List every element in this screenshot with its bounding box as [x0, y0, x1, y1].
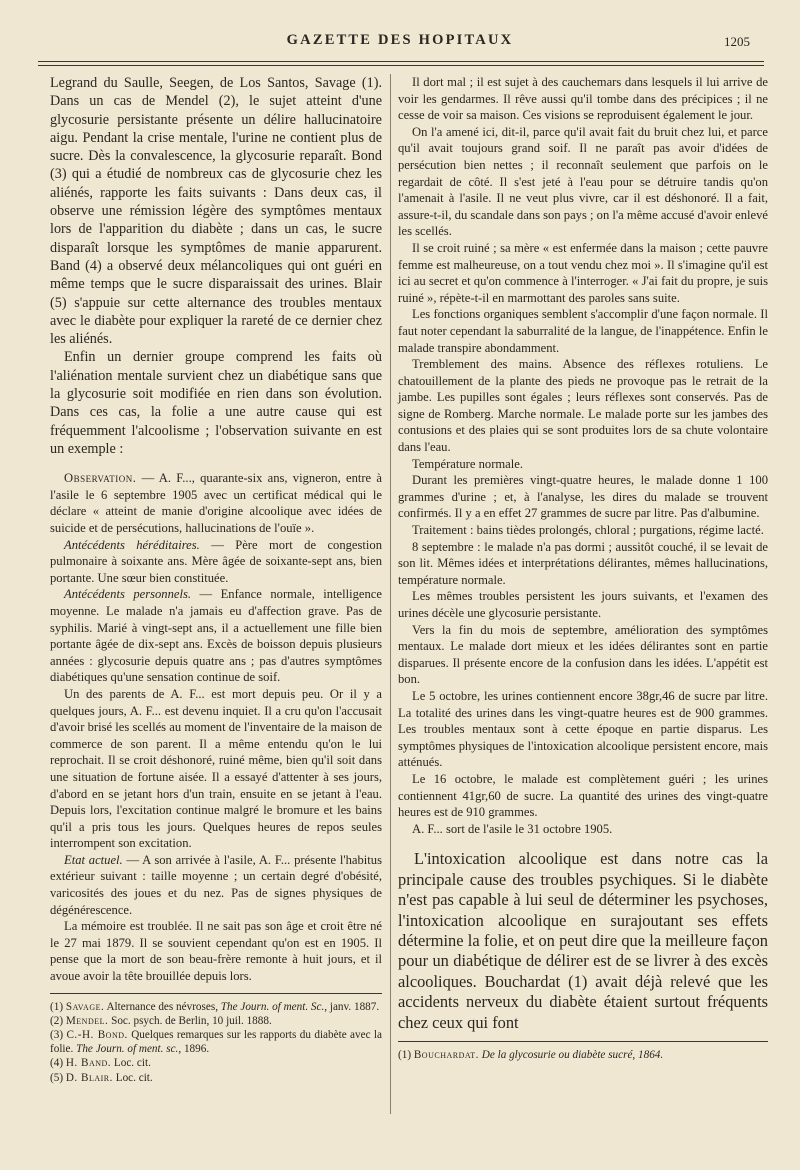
current-state-paragraph — [50, 852, 382, 918]
observation-paragraph — [50, 470, 382, 536]
observation-text: — A. F..., quarante-six ans, vigneron, entre à l'asile le 6 septembre 1905 avec un certificat médical qui le déclare « atteint de manie d'origine alcoolique avec idées de suicide et de persécutions, hallucinations de l'ouïe ». — [50, 471, 382, 536]
paragraph: Un des parents de A. F... est mort depuis peu. Or il y a quelques jours, A. F... est devenu inquiet. Il a cru qu'on l'accusait d'avoir brisé les scellés au moment de l'inventaire de la maison de commerce de son parent. Il a même entendu qu'on le lui reprochait. Il se croit déshonoré, ruiné même, bien qu'il soit dans une situation de fortune aisée. Il a essayé d'attenter à ses jours, d'abord en se jetant hors d'un train, ensuite en se jetant à l'eau. Depuis lors, l'excitation continue malgré le bromure et les bains qu'il a pris tous les jours. Quelques heures de repos seules interrompent son excitation. — [50, 686, 382, 851]
current-state-text: — A son arrivée à l'asile, A. F... présente l'habitus extérieur suivant : taille moyenne ; un certain degré d'obésité, varicosités des joues et du nez. Pas de signes physiques de dégénérescence. — [50, 852, 382, 917]
journal-title: GAZETTE DES HOPITAUX — [286, 32, 514, 48]
paragraph: Température normale. — [412, 456, 524, 471]
paragraph: Vers la fin du mois de septembre, amélioration des symptômes mentaux. Le malade dort mieux et les idées délirantes sont en partie disparues. Il présente encore de la confusion dans les idées. L'appétit est bon. — [398, 622, 768, 687]
paragraph: Les fonctions organiques semblent s'accomplir d'une façon normale. Il faut noter cependant la saburralité de la langue, de l'inappétence. Enfin le malade transpire abondamment. — [398, 307, 768, 355]
paragraph: Le 16 octobre, le malade est complètement guéri ; les urines contiennent 41gr,60 de sucre. La quantité des urines des vingt-quatre heures est de 910 grammes. — [398, 771, 768, 820]
footnote-rule — [398, 1041, 768, 1042]
hereditary-text: — Père mort de congestion pulmonaire à soixante ans. Mère âgée de soixante-sept ans, bien portante. Une sœur bien constituée. — [50, 537, 383, 585]
footnote: (2) Mendel. Soc. psych. de Berlin, 10 juil. 1888. — [50, 1014, 272, 1027]
personal-label: Antécédents personnels. — [64, 587, 192, 602]
paragraph: Durant les premières vingt-quatre heures, le malade donne 1 100 grammes d'urine ; et, à l'analyse, les dires du malade se trouvent confirmés. Il y a en effet 27 grammes de sucre par litre. Pas d'albumine. — [398, 473, 768, 521]
paragraph: Il se croit ruiné ; sa mère « est enfermée dans la maison ; cette pauvre femme est malheureuse, on a tout vendu chez moi ». Il s'imagine qu'il est ici au secret et qu'on commence à l'interroger. « J'ai fait du propre, je suis ruiné », répète-t-il en marmottant des paroles sans suite. — [398, 240, 768, 305]
personal-text: — Enfance normale, intelligence moyenne. Le malade n'a jamais eu d'affection grave. Pas de syphilis. Marié à vingt-sept ans, il a actuellement une fille bien portante âgée de dix-sept ans. Excès de boisson depuis plusieurs années : glycosurie depuis quatre ans ; pas d'autres symptômes diabétiques qu'une sensation continue de soif. — [50, 587, 382, 685]
right-column — [398, 74, 768, 1062]
footnote: (1) Bouchardat. De la glycosurie ou diabète sucré, 1864. — [398, 1048, 664, 1061]
paragraph: On l'a amené ici, dit-il, parce qu'il avait fait du bruit chez lui, et parce qu'il avait toujours grand soif. Il ne paraît pas avoir d'idées de persécution bien nettes ; il reconnaît seulement que parfois on le regardait de côté. Il s'est jeté à l'eau pour se détruire tandis qu'on l'amenait à l'asile. Il ne veut plus vivre, car il est déshonoré. Il a fait, assure-t-il, du scandale dans son pays ; on l'a même accusé d'avoir enlevé les scellés. — [398, 124, 768, 239]
hereditary-label: Antécédents héréditaires. — [64, 537, 200, 552]
paragraph: La mémoire est troublée. Il ne sait pas son âge et croit être né le 27 mai 1879. Il se souvient cependant qu'on est en 1905. Il pense que la mort de son beau-frère remonte à huit jours, et il avoue avoir la tête brouillée depuis lors. — [50, 919, 382, 984]
paragraph: Tremblement des mains. Absence des réflexes rotuliens. Le chatouillement de la plante des pieds ne provoque pas le retrait de la jambe. Les pupilles sont égales ; leurs réflexes sont conservés. Pas de signe de Romberg. Marche normale. Le malade porte sur les jambes des contusions et des plaies qui se sont produites lors de sa chute volontaire dans l'eau. — [398, 357, 768, 455]
page-number: 1205 — [724, 34, 750, 49]
footnote: (1) Savage. Alternance des névroses, The Journ. of ment. Sc., janv. 1887. — [50, 1000, 380, 1013]
current-state-label: Etat actuel. — [64, 852, 123, 867]
paragraph: Legrand du Saulle, Seegen, de Los Santos, Savage (1). Dans un cas de Mendel (2), le sujet atteint d'une glycosurie persistante présente un délire hallucinatoire aigu. Pendant la crise mentale, l'urine ne contient plus de sucre. Dès la convalescence, la glycosurie reparaît. Bond (3) qui a étudié de nombreux cas de glycosurie chez les aliénés, rapporte les faits suivants : Dans deux cas, il observe une rémission légère des symptômes mentaux lors de l'apparition du diabète ; dans un cas, le sucre disparaît lorsque les symptômes de manie apparurent. Band (4) a observé deux mélancoliques qui ont guéri en même temps que le sucre disparaissait des urines. Blair (5) s'appuie sur cette alternance des troubles mentaux avec le diabète pour expliquer la rareté de ce dernier chez les aliénés. — [50, 75, 382, 348]
footnote: (4) H. Band. Loc. cit. — [50, 1057, 151, 1070]
paragraph: Enfin un dernier groupe comprend les faits où l'aliénation mentale survient chez un diabétique sans que la glycosurie soit modifiée en rien dans son évolution. Dans ces cas, la folie a une autre cause qui est fréquemment l'alcoolisme ; l'observation suivante en est un exemple : — [50, 349, 382, 457]
footnotes — [50, 1000, 382, 1085]
paragraph: Il dort mal ; il est sujet à des cauchemars dans lesquels il lui arrive de voir les gendarmes. Il rêve aussi qu'il tombe dans des précipices ; il ne cesse de voir sa maison. Ces visions se reproduisent également le jour. — [398, 75, 768, 123]
column-divider — [390, 74, 391, 1114]
paragraph: Traitement : bains tièdes prolongés, chloral ; purgations, régime lacté. — [412, 523, 764, 538]
footnote: (5) D. Blair. Loc. cit. — [50, 1071, 153, 1084]
paragraph: 8 septembre : le malade n'a pas dormi ; aussitôt couché, il se levait de son lit. Mêmes idées et interprétations délirantes, mêmes hallucinations, température normale. — [398, 539, 768, 587]
paragraph: Le 5 octobre, les urines contiennent encore 38gr,46 de sucre par litre. La totalité des urines dans les vingt-quatre heures est de 900 grammes. Les troubles mentaux sont à cette époque en partie disparus. Les symptômes physiques de l'intoxication alcoolique persistent encore, mais atténués. — [398, 688, 768, 770]
observation-label: Observation. — [64, 471, 137, 486]
left-column — [50, 74, 382, 1085]
page-header — [0, 32, 800, 56]
footnote: (3) C.-H. Bond. Quelques remarques sur les rapports du diabète avec la folie. The Journ. of ment. sc., 1896. — [50, 1029, 383, 1056]
conclusion-paragraph: L'intoxication alcoolique est dans notre cas la principale cause des troubles psychiques. Si le diabète n'est pas capable à lui seul de déterminer les psychoses, l'intoxication alcoolique en surajoutant ses effets détermine la folie, et on peut dire que la meilleure façon pour un diabétique de délirer est de se livrer à des excès alcooliques. Bouchardat (1) avait déjà relevé que les accidents nerveux du diabète étaient surtout fréquents chez ceux qui font — [398, 849, 768, 1032]
paragraph: Les mêmes troubles persistent les jours suivants, et l'examen des urines décèle une glycosurie persistante. — [398, 589, 768, 620]
hereditary-paragraph — [50, 537, 382, 587]
footnote-rule — [50, 993, 382, 994]
header-rule-bottom — [38, 65, 764, 66]
paragraph: A. F... sort de l'asile le 31 octobre 1905. — [412, 821, 613, 836]
personal-paragraph — [50, 586, 382, 686]
header-rule-top — [38, 61, 764, 62]
